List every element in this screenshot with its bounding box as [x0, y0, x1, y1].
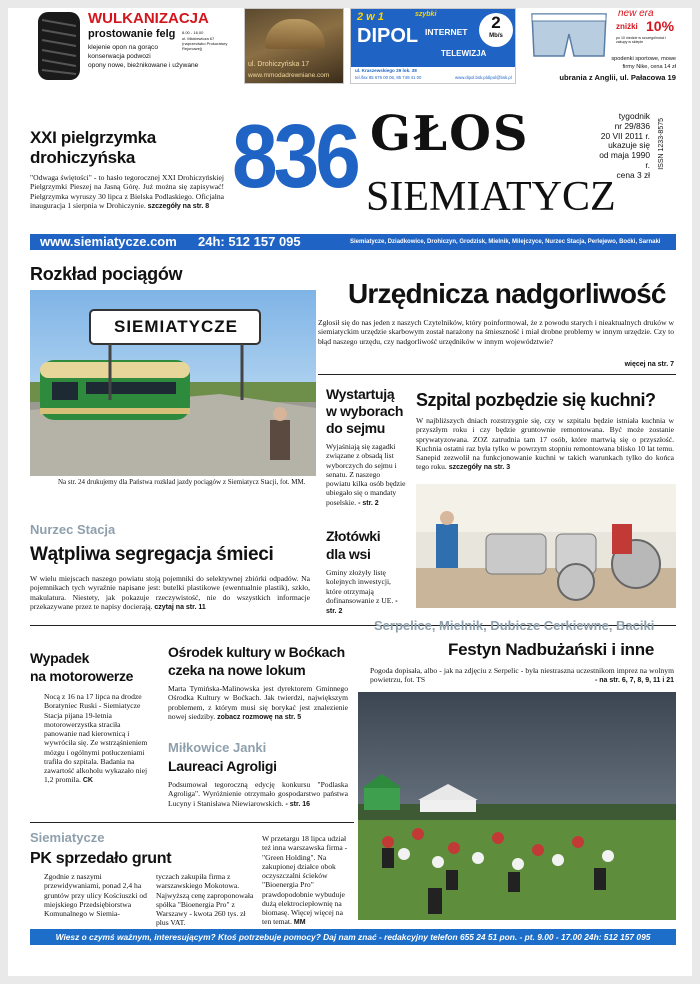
segregacja-title: Wątpliwa segregacja śmieci [30, 544, 274, 565]
masthead-info-line: 20 VII 2011 r. [600, 130, 650, 141]
wypadek-body: Nocą z 16 na 17 lipca na drodze Boratyniec Ruski - Siemiatycze Stacja pijana 19-letnia motorowerzystka straciła panowanie nad kierownicą i wywróciła się. Ze wstrząśnieniem mózgu i ogólnymi potłuczeniami trafiła do szpitala. Badania na zawartość alkoholu wykazało niej 1,2 promila. [44, 692, 148, 785]
masthead-info-line: od maja 1990 r. [599, 150, 650, 170]
segregacja-kicker: Nurzec Stacja [30, 522, 116, 537]
pielgrzymka-title: drohiczyńska [30, 148, 136, 167]
divider-line [318, 374, 676, 375]
urzednicza-ref: więcej na str. 7 [624, 361, 674, 368]
osrodek-body: Marta Tymińska-Malinowska jest dyrektorem Gminnego Ośrodka Kultury w Boćkach. Jak twierdzi, największym problemem, z którym musi się borykać jest znalezienie nowej siedziby. [168, 684, 348, 721]
ad-new-era-brand: new era [618, 8, 654, 19]
pielgrzymka-body: "Odwaga świętości" - to hasło tegorocznej XXI Drohiczyńskiej Pielgrzymki Pieszej na Jasną Górę. Już można się zapisywać! Pielgrzymka wyruszy 30 lipca z Bielska Podlaskiego. Oficjalna inauguracja 1 sierpnia w Drohiczynie. [30, 173, 224, 210]
ad-dipol-phones: tel./fax 85 676 00 06, 85 749 41 00 [355, 75, 422, 80]
masthead-title-bottom: SIEMIATYCZ [366, 174, 616, 220]
szpital-text [416, 416, 674, 473]
ad-dipol-badge-number: 2 [491, 13, 501, 32]
ad-dipol-site: www.dipol.bsk.pl [455, 75, 487, 80]
zlotowki-body: Gminy złożyły listę kolejnych inwestycji, które otrzymają dofinansowanie z UE. [326, 568, 394, 605]
grunt-col2: tyczach zakupiła firma z warszawskiego Mokotowa. Najwyższą cenę zaproponowała spółka "Bioenergia Pro" z Warszawy - kwota 260 tys. zł plus VAT. [156, 872, 254, 928]
festyn-kicker: Serpelice, Mielnik, Dubicze Cerkiewne, Baciki [374, 618, 655, 633]
ad-wulkanizacja [30, 8, 232, 84]
masthead-towns: Siemiatycze, Dziadkowice, Drohiczyn, Grodzisk, Mielnik, Milejczyce, Nurzec Stacja, Perlejewo, Boćki, Sarnaki [350, 239, 661, 245]
ad-dipol [350, 8, 516, 84]
ad-dipol-badge [479, 13, 513, 47]
wypadek-title: na motorowerze [30, 668, 134, 684]
pociagi-caption: Na str. 24 drukujemy dla Państwa rozkład jazdy pociągów z Siemiatycz Stacji, fot. MM. [58, 478, 306, 486]
urzednicza-text [318, 318, 674, 346]
agroligi-text [168, 780, 348, 809]
osrodek-ref: zobacz rozmowę na str. 5 [217, 713, 302, 721]
grunt-kicker: Siemiatycze [30, 830, 105, 845]
wybory-title: Wystartują [326, 386, 395, 402]
ad-wulkanizacja-title: WULKANIZACJA [88, 10, 209, 27]
issue-number: 836 [232, 106, 357, 207]
segregacja-body: W wielu miejscach naszego powiatu stoją pojemniki do selektywnej zbiórki odpadów. Na pojemnikach tych wyraźnie napisane jest: butelki plastikowe (ewentualnie plastik), szkło, makulatura. Niestety, jak pokazuje rzeczywistość, nie do wszystkich informacje przekazywane przez te napisy docierają. [30, 574, 310, 611]
masthead-info-line: tygodnik [618, 111, 650, 121]
agroligi-ref: - str. 16 [285, 800, 310, 808]
szpital-title: Szpital pozbędzie się kuchni? [416, 390, 656, 410]
agroligi-kicker: Miłkowice Janki [168, 740, 267, 755]
shorts-icon [528, 12, 610, 58]
grunt-col1: Zgodnie z naszymi przewidywaniami, ponad 2,4 ha gruntów przy ulicy Kościuszki od miejskiego Przedsiębiorstwa Komunalnego w Siemia- [44, 872, 147, 918]
grunt-ref: MM [293, 919, 306, 927]
szpital-ref: szczegóły na str. 3 [448, 464, 511, 472]
urzednicza-title: Urzędnicza nadgorliwość [348, 278, 666, 309]
masthead-info-line: ukazuje się [608, 140, 650, 151]
ad-dipol-sub: szybki [415, 11, 437, 18]
wybory-title: do sejmu [326, 420, 386, 436]
ad-dipol-address: ul. Kraszewskiego 29 lok. 38 [355, 68, 417, 73]
pielgrzymka-text [30, 173, 224, 211]
ad-new-era-line: spodenki sportowe, mowe [611, 56, 676, 62]
ad-new-era-address: ubrania z Anglii, ul. Pałacowa 19 [522, 73, 676, 82]
masthead-phone: 24h: 512 157 095 [198, 234, 301, 249]
urzednicza-body: Zgłosił się do nas jeden z naszych Czytelników, który poinformował, że z powodu starych i nieaktualnych druków w siemiatyckim urzędzie skarbowym został narażony na śmieszność i miał drobne problemy w innym urzędzie. Czy to błąd naszego urzędu, czy nadgorliwość urzędników w innym województwie? [318, 318, 674, 346]
festyn-body: Pogoda dopisała, albo - jak na zdjęciu z Serpelic - była niestraszna uczestnikom imprez na wolnym powietrzu, fot. TS [370, 666, 674, 685]
wypadek-text [44, 692, 148, 786]
osrodek-title: czeka na nowe lokum [168, 662, 306, 678]
ad-new-era-discount-label: zniżki [616, 22, 638, 31]
ad-new-era [522, 8, 676, 84]
ad-drohiczynska-site: www.mmodadrewniane.com [248, 72, 330, 79]
divider-line [30, 822, 354, 823]
grunt-col3 [262, 834, 352, 928]
masthead-info [594, 112, 650, 180]
szpital-body: W najbliższych dniach rozstrzygnie się, czy w szpitalu będzie istniała kuchnia w przyszłym roku i czy będzie gruntownie remontowana. Być może zostanie sprywatyzowana. ZOZ zatrudnia tam 17 osób, które martwią się o przyszłość. Kuchnia ostatni raz była tylko w powrzym stopniu remontowana blisko 10 lat temu. Sanepid zezwolił na funkcjonowanie kuchni w takich warunkach tylko do końca tego roku. [416, 416, 674, 472]
masthead-info-line: nr 29/836 [614, 120, 650, 131]
ad-wulkanizacja-note: (naprzeciwko Prokuratury Rejonowej) [182, 41, 228, 51]
wybory-body: Wyjaśniają się zagadki związane z obsadą list wyborczych do sejmu i senatu. Z naszego powiatu kilka osób będzie ubiegało się o mandaty poselskie. [326, 442, 406, 507]
tire-icon [34, 10, 84, 82]
masthead-title-top: GŁOS [370, 106, 530, 162]
ad-dipol-l1: INTERNET [425, 27, 468, 37]
zlotowki-title: dla wsi [326, 546, 371, 562]
wybory-text [326, 442, 406, 508]
wybory-title: w wyborach [326, 403, 404, 419]
osrodek-text [168, 684, 348, 722]
wypadek-title: Wypadek [30, 650, 90, 666]
ad-wulkanizacja-line: opony nowe, bieżnikowane i używane [88, 62, 199, 69]
ad-dipol-l2: TELEWIZJA [441, 49, 487, 58]
footer-bar [30, 929, 676, 945]
furniture-decoration [265, 19, 325, 49]
zlotowki-title: Złotówki [326, 528, 381, 544]
ad-drohiczynska [244, 8, 344, 84]
ad-new-era-discount: 10% [646, 18, 675, 34]
festyn-ref: - na str. 6, 7, 8, 9, 11 i 21 [595, 677, 674, 684]
pociagi-title: Rozkład pociągów [30, 264, 183, 284]
ad-dipol-prefix: 2 w 1 [357, 11, 384, 23]
wypadek-ref: CK [82, 777, 93, 785]
masthead-info-line: cena 3 zł [616, 169, 650, 180]
masthead-bar [30, 234, 676, 250]
ad-wulkanizacja-line: konserwacja podwozi [88, 53, 151, 60]
zlotowki-text [326, 568, 406, 617]
festyn-title: Festyn Nadbużański i inne [448, 640, 654, 659]
footer-text: Wiesz o czymś ważnym, interesującym? Ktoś potrzebuje pomocy? Daj nam znać - redakcyjny telefon 655 24 51 pon. - pt. 9.00 - 17.00 24h: 512 157 095 [55, 932, 651, 942]
pielgrzymka-ref: szczegóły na str. 8 [147, 202, 210, 210]
issn: ISSN 1233-8575 [658, 118, 665, 170]
ad-dipol-email: dipol@bsk.pl [487, 75, 512, 80]
agroligi-body: Podsumował tegoroczną edycję konkursu "Podlaska Agroliga". Wyróżnienie otrzymało gospodarstwo państwa Lucyny i Stanisława Niewiarowskich. [168, 780, 348, 808]
osrodek-title: Ośrodek kultury w Boćkach [168, 644, 345, 660]
segregacja-text [30, 574, 310, 612]
segregacja-ref: czytaj na str. 11 [154, 603, 206, 611]
hospital-kitchen-photo [416, 484, 676, 608]
ad-wulkanizacja-hours: 8.00 - 16.00 [182, 30, 204, 35]
ad-wulkanizacja-subtitle: prostowanie felg [88, 28, 176, 40]
grunt-title: PK sprzedało grunt [30, 850, 172, 867]
ad-dipol-badge-unit: Mb/s [489, 33, 503, 39]
ad-drohiczynska-address: ul. Drohiczyńska 17 [248, 61, 310, 68]
ad-new-era-line: firmy Nike, cena 14 zł [622, 64, 676, 70]
newspaper-front-page [8, 8, 692, 976]
ad-new-era-note: po 10 niedzie w szczególności i zakupy w sklepie [616, 36, 667, 45]
ad-wulkanizacja-address: ul. Mickiewicza 67 [182, 36, 215, 41]
grunt-col3-body: W przetargu 18 lipca udział też inna warszawska firma - "Green Holding". Na zakupionej działce obok oczyszczalni ścieków "Bioenergia Pro" prawdopodobnie wybuduje dużą elektrociepłownię na biomasę. Więcej więcej na ten temat. [262, 834, 348, 927]
ad-wulkanizacja-line: klejenie opon na gorąco [88, 44, 159, 51]
festival-photo [358, 692, 676, 920]
agroligi-title: Laureaci Agroligi [168, 758, 277, 774]
masthead-url[interactable]: www.siemiatycze.com [40, 234, 177, 249]
station-sign-text: SIEMIATYCZE [113, 317, 239, 336]
pielgrzymka-title: XXI pielgrzymka [30, 128, 156, 147]
wybory-ref: - str. 2 [358, 499, 379, 507]
zlotowki-ref: - str. 2 [326, 597, 398, 616]
ad-dipol-brand: DIPOL [357, 25, 419, 47]
